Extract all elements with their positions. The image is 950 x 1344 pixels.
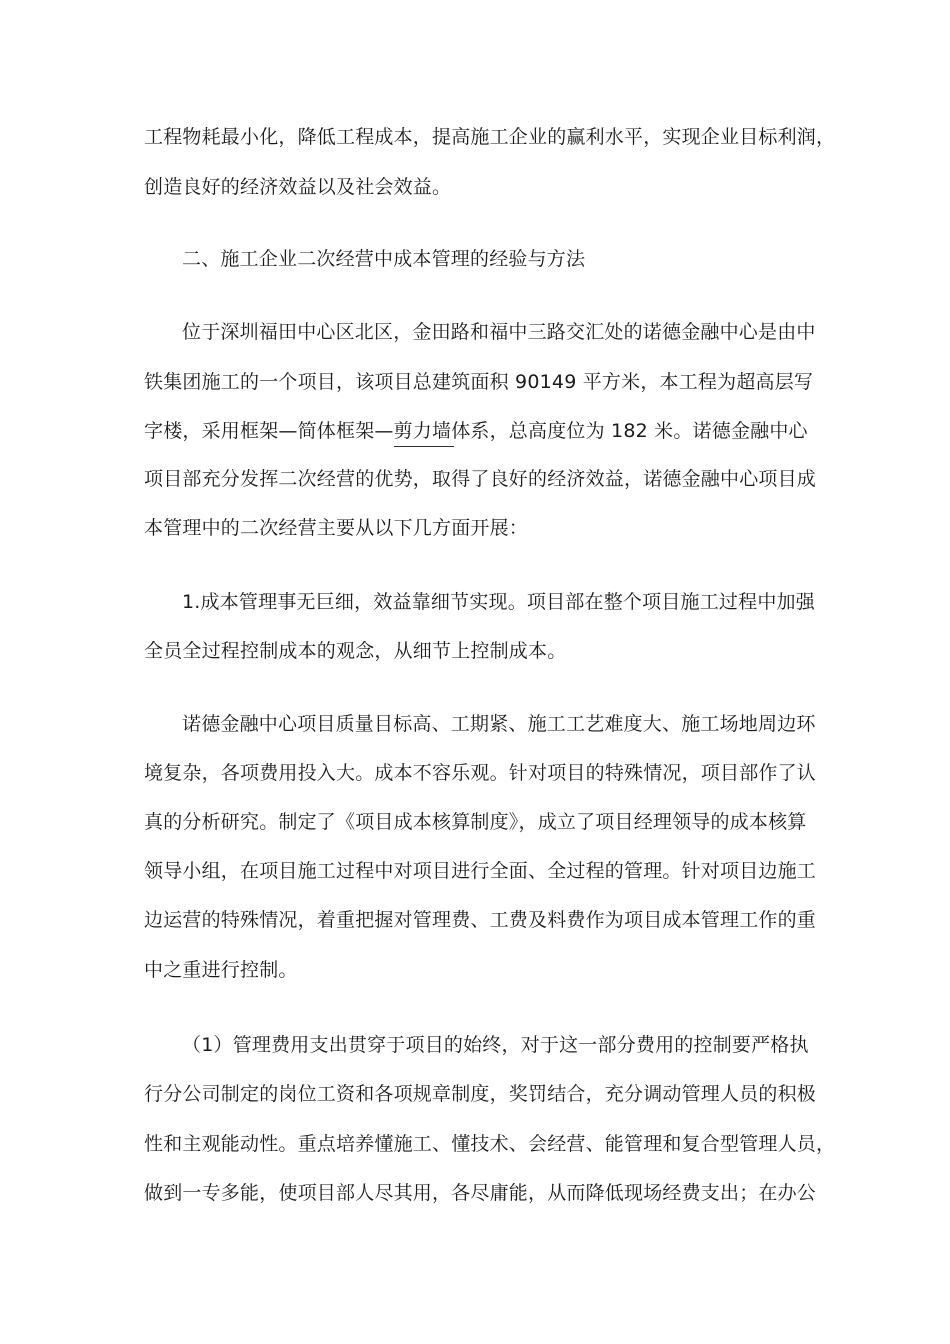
paragraph-line: 真的分析研究。制定了《项目成本核算制度》，成立了项目经理领导的成本核算 — [144, 811, 807, 833]
text-underline — [394, 446, 454, 447]
paragraph-line: 字楼，采用框架—简体框架—剪力墙体系，总高度位为 182 米。诺德金融中心 — [144, 420, 808, 442]
paragraph-line: 本管理中的二次经营主要从以下几方面开展： — [144, 517, 529, 539]
paragraph-line: 境复杂，各项费用投入大。成本不容乐观。针对项目的特殊情况，项目部作了认 — [144, 762, 817, 784]
paragraph-line: 创造良好的经济效益以及社会效益。 — [144, 176, 452, 198]
paragraph-line: （1）管理费用支出贯穿于项目的始终，对于这一部分费用的控制要严格执 — [182, 1034, 809, 1056]
paragraph-line: 中之重进行控制。 — [144, 959, 298, 981]
paragraph-line: 诺德金融中心项目质量目标高、工期紧、施工工艺难度大、施工场地周边环 — [182, 713, 816, 735]
paragraph-line: 行分公司制定的岗位工资和各项规章制度，奖罚结合，充分调动管理人员的积极 — [144, 1083, 817, 1105]
paragraph-line: 性和主观能动性。重点培养懂施工、懂技术、会经营、能管理和复合型管理人员， — [144, 1133, 836, 1155]
paragraph-line: 项目部充分发挥二次经营的优势，取得了良好的经济效益，诺德金融中心项目成 — [144, 468, 817, 490]
section-heading: 二、施工企业二次经营中成本管理的经验与方法 — [182, 248, 586, 270]
paragraph-line: 做到一专多能，使项目部人尽其用，各尽庸能，从而降低现场经费支出；在办公 — [144, 1182, 817, 1204]
paragraph-line: 1.成本管理事无巨细，效益靠细节实现。项目部在整个项目施工过程中加强 — [182, 591, 815, 613]
paragraph-line: 领导小组，在项目施工过程中对项目进行全面、全过程的管理。针对项目边施工 — [144, 860, 817, 882]
paragraph-line: 全员全过程控制成本的观念，从细节上控制成本。 — [144, 640, 567, 662]
paragraph-line: 工程物耗最小化，降低工程成本，提高施工企业的赢利水平，实现企业目标利润， — [144, 126, 836, 148]
paragraph-line: 边运营的特殊情况，着重把握对管理费、工费及料费作为项目成本管理工作的重 — [144, 909, 817, 931]
paragraph-line: 铁集团施工的一个项目，该项目总建筑面积 90149 平方米，本工程为超高层写 — [144, 371, 814, 393]
paragraph-line: 位于深圳福田中心区北区，金田路和福中三路交汇处的诺德金融中心是由中 — [182, 321, 816, 343]
